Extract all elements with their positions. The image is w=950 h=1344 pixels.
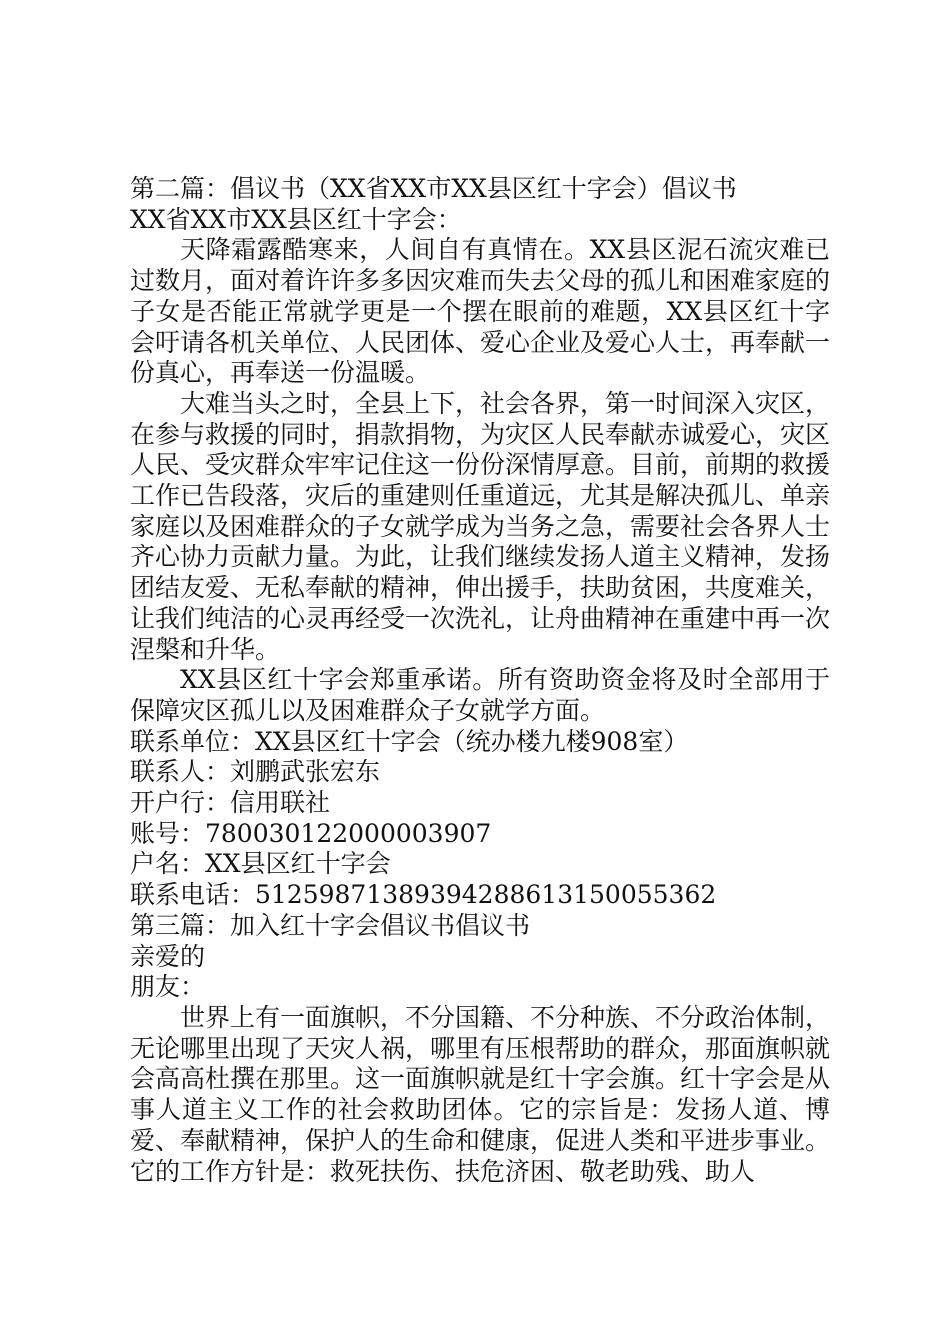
- paragraph: 世界上有一面旗帜，不分国籍、不分种族、不分政治体制，无论哪里出现了天灾人祸，哪里有压根帮助的群众，那面旗帜就会高高杜撰在那里。这一面旗帜就是红十字会旗。红十字会是从事人道主义工作的社会救助团体。它的宗旨是：发扬人道、博爱、奉献精神，保护人的生命和健康，促进人类和平进步事业。它的工作方针是：救死扶伤、扶危济困、敬老助残、助人: [130, 1002, 831, 1186]
- contact-unit: 联系单位：XX县区红十字会（统办楼九楼908室）: [130, 726, 689, 756]
- section-heading: 第二篇：倡议书（XX省XX市XX县区红十字会）倡议书: [130, 174, 737, 203]
- paragraph: XX县区红十字会郑重承诺。所有资助资金将及时全部用于保障灾区孤儿以及困难群众子女就学方面。: [130, 665, 830, 725]
- account-number: 账号：780030122000003907: [130, 818, 492, 848]
- salutation: 亲爱的: [130, 941, 206, 971]
- salutation: 朋友：: [130, 972, 206, 1002]
- contact-phone: 联系电话：51259871389394288613150055362: [130, 880, 717, 910]
- paragraph: 天降霜露酷寒来，人间自有真情在。XX县区泥石流灾难已过数月，面对着许许多多因灾难而失去父母的孤儿和困难家庭的子女是否能正常就学更是一个摆在眼前的难题，XX县区红十字会吁请各机关单位、人民团体、爱心企业及爱心人士，再奉献一份真心，再奉送一份温暖。: [130, 235, 831, 388]
- document-body: [130, 174, 830, 1187]
- contact-person: 联系人：刘鹏武张宏东: [130, 757, 381, 787]
- paragraph: 大难当头之时，全县上下，社会各界，第一时间深入灾区，在参与救援的同时，捐款捐物，为灾区人民奉献赤诚爱心，灾区人民、受灾群众牢牢记住这一份份深情厚意。目前，前期的救援工作已告段落，灾后的重建则任重道远，尤其是解决孤儿、单亲家庭以及困难群众的子女就学成为当务之急，需要社会各界人士齐心协力贡献力量。为此，让我们继续发扬人道主义精神，发扬团结友爱、无私奉献的精神，伸出援手，扶助贫困，共度难关，让我们纯洁的心灵再经受一次洗礼，让舟曲精神在重建中再一次涅槃和升华。: [130, 388, 831, 664]
- addressee: XX省XX市XX县区红十字会：: [130, 204, 462, 234]
- account-name: 户名：XX县区红十字会: [130, 849, 391, 879]
- section-heading: 第三篇：加入红十字会倡议书倡议书: [130, 910, 531, 940]
- bank-name: 开户行：信用联社: [130, 788, 331, 818]
